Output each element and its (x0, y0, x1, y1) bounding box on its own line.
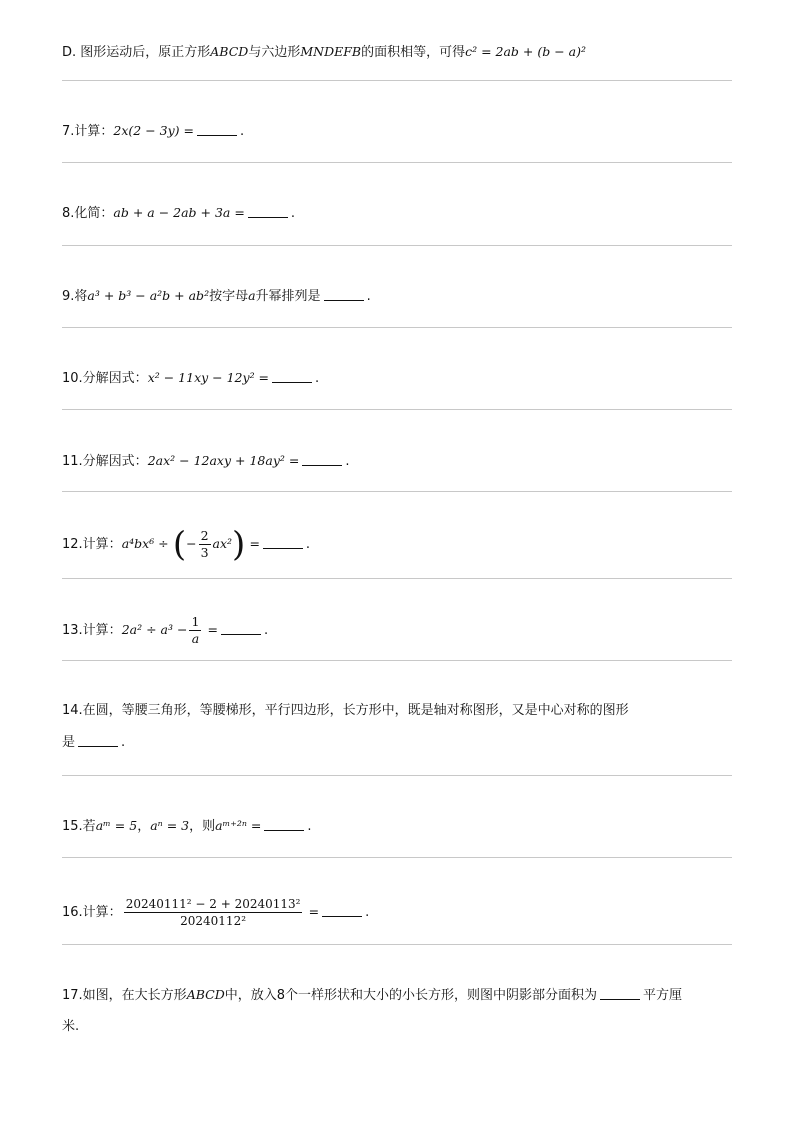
answer-blank[interactable] (264, 818, 304, 831)
option-d-var-hexagon: MNDEFB (300, 44, 362, 59)
option-d-formula: c² = 2ab + (b − a)² (465, 44, 586, 59)
right-paren: ) (232, 524, 246, 565)
divider (62, 245, 732, 246)
left-paren: ( (172, 524, 187, 565)
question-label: 8.化简： (62, 206, 114, 221)
question-end: . (290, 206, 295, 221)
answer-blank[interactable] (78, 734, 118, 747)
divider (62, 660, 732, 661)
question-expression: x² − 11xy − 12y² = (147, 370, 270, 385)
divider (62, 409, 732, 410)
divider (62, 80, 732, 81)
answer-blank[interactable] (302, 453, 342, 466)
question-variable: ABCD (186, 987, 225, 1002)
question-9 (62, 286, 732, 307)
question-label: 16.计算： (62, 905, 122, 920)
question-text-2: 升幂排列是 (255, 289, 321, 304)
question-10 (62, 368, 732, 389)
question-11 (62, 451, 732, 472)
fraction-numerator: 20240111² − 2 + 20240113² (125, 897, 301, 911)
divider (62, 857, 732, 858)
question-variable: a (248, 288, 256, 303)
fraction-denominator: a (191, 631, 200, 646)
option-d-text-3: 的面积相等，可得 (361, 45, 466, 60)
question-end: . (307, 819, 312, 834)
answer-blank[interactable] (272, 370, 312, 383)
divider (62, 327, 732, 328)
question-12: 12.计算：a⁴bx⁶ ÷ (− $\frac{2}{3}$ ax²) = . (62, 524, 311, 565)
divider (62, 775, 732, 776)
question-expression-2: ax² (212, 536, 233, 551)
question-expression: a³ + b³ − a²b + ab² (87, 288, 210, 303)
question-label: 7.计算： (62, 124, 114, 139)
divider (62, 944, 732, 945)
question-end: . (305, 537, 311, 552)
question-end: . (121, 735, 126, 750)
question-14 (62, 701, 732, 721)
question-text: ，则 (189, 819, 216, 834)
separator: ， (137, 819, 151, 834)
divider (62, 162, 732, 163)
question-13 (62, 608, 732, 653)
question-16 (62, 890, 732, 935)
question-15 (62, 816, 732, 837)
fraction (199, 528, 211, 561)
answer-blank[interactable] (600, 987, 640, 1000)
question-text-3: 平方厘 (643, 988, 683, 1003)
equals-sign: = (249, 536, 260, 551)
option-d-text: D. 图形运动后，原正方形 (62, 45, 211, 60)
question-14-line-2 (62, 733, 732, 753)
divider (62, 578, 732, 579)
fraction (189, 614, 201, 647)
question-8 (62, 203, 732, 224)
question-text: 14.在圆，等腰三角形，等腰梯形，平行四边形，长方形中，既是轴对称图形，又是中心对称的图形 (62, 703, 629, 718)
fraction-denominator: 3 (200, 545, 209, 560)
question-expression: 2a² ÷ a³ − (121, 622, 188, 637)
question-end: . (345, 454, 350, 469)
question-expression-2: aⁿ = 3 (150, 818, 190, 833)
answer-blank[interactable] (322, 904, 362, 917)
question-expression: a⁴bx⁶ ÷ (121, 536, 169, 551)
question-end: . (240, 124, 245, 139)
question-17 (62, 985, 732, 1006)
equals-sign: = (308, 904, 320, 919)
question-end: . (365, 905, 370, 920)
option-d (62, 42, 732, 63)
fraction-denominator: 20240112² (180, 914, 247, 928)
answer-blank[interactable] (324, 288, 364, 301)
question-text: 按字母 (209, 289, 249, 304)
fraction-numerator: 1 (191, 614, 200, 629)
answer-blank[interactable] (197, 123, 237, 136)
question-label: 12.计算： (62, 537, 122, 552)
question-label: 15.若 (62, 819, 96, 834)
option-d-var-square: ABCD (210, 44, 249, 59)
question-label: 11.分解因式： (62, 454, 148, 469)
answer-blank[interactable] (221, 622, 261, 635)
question-expression: 2ax² − 12axy + 18ay² = (147, 453, 300, 468)
question-17-line-2 (62, 1017, 732, 1037)
question-text-2: 中，放入8个一样形状和大小的小长方形，则图中阴影部分面积为 (224, 988, 597, 1003)
equals-sign: = (207, 622, 219, 637)
answer-blank[interactable] (263, 536, 303, 549)
question-expression-3: aᵐ⁺²ⁿ = (215, 818, 262, 833)
option-d-text-2: 与六边形 (248, 45, 301, 60)
question-label: 10.分解因式： (62, 371, 148, 386)
question-7 (62, 121, 732, 142)
question-expression: ab + a − 2ab + 3a = (113, 205, 245, 220)
divider (62, 491, 732, 492)
fraction (124, 896, 303, 929)
question-label: 13.计算： (62, 623, 122, 638)
question-end: . (315, 371, 320, 386)
question-text-4: 米. (62, 1019, 80, 1034)
question-text-2: 是 (62, 735, 76, 750)
question-text: 17.如图，在大长方形 (62, 988, 187, 1003)
fraction-numerator: 2 (200, 528, 209, 543)
question-label: 9.将 (62, 289, 88, 304)
question-expression: 2x(2 − 3y) = (113, 123, 194, 138)
answer-blank[interactable] (248, 205, 288, 218)
question-expression: aᵐ = 5 (95, 818, 138, 833)
question-end: . (264, 623, 269, 638)
question-end: . (366, 289, 371, 304)
